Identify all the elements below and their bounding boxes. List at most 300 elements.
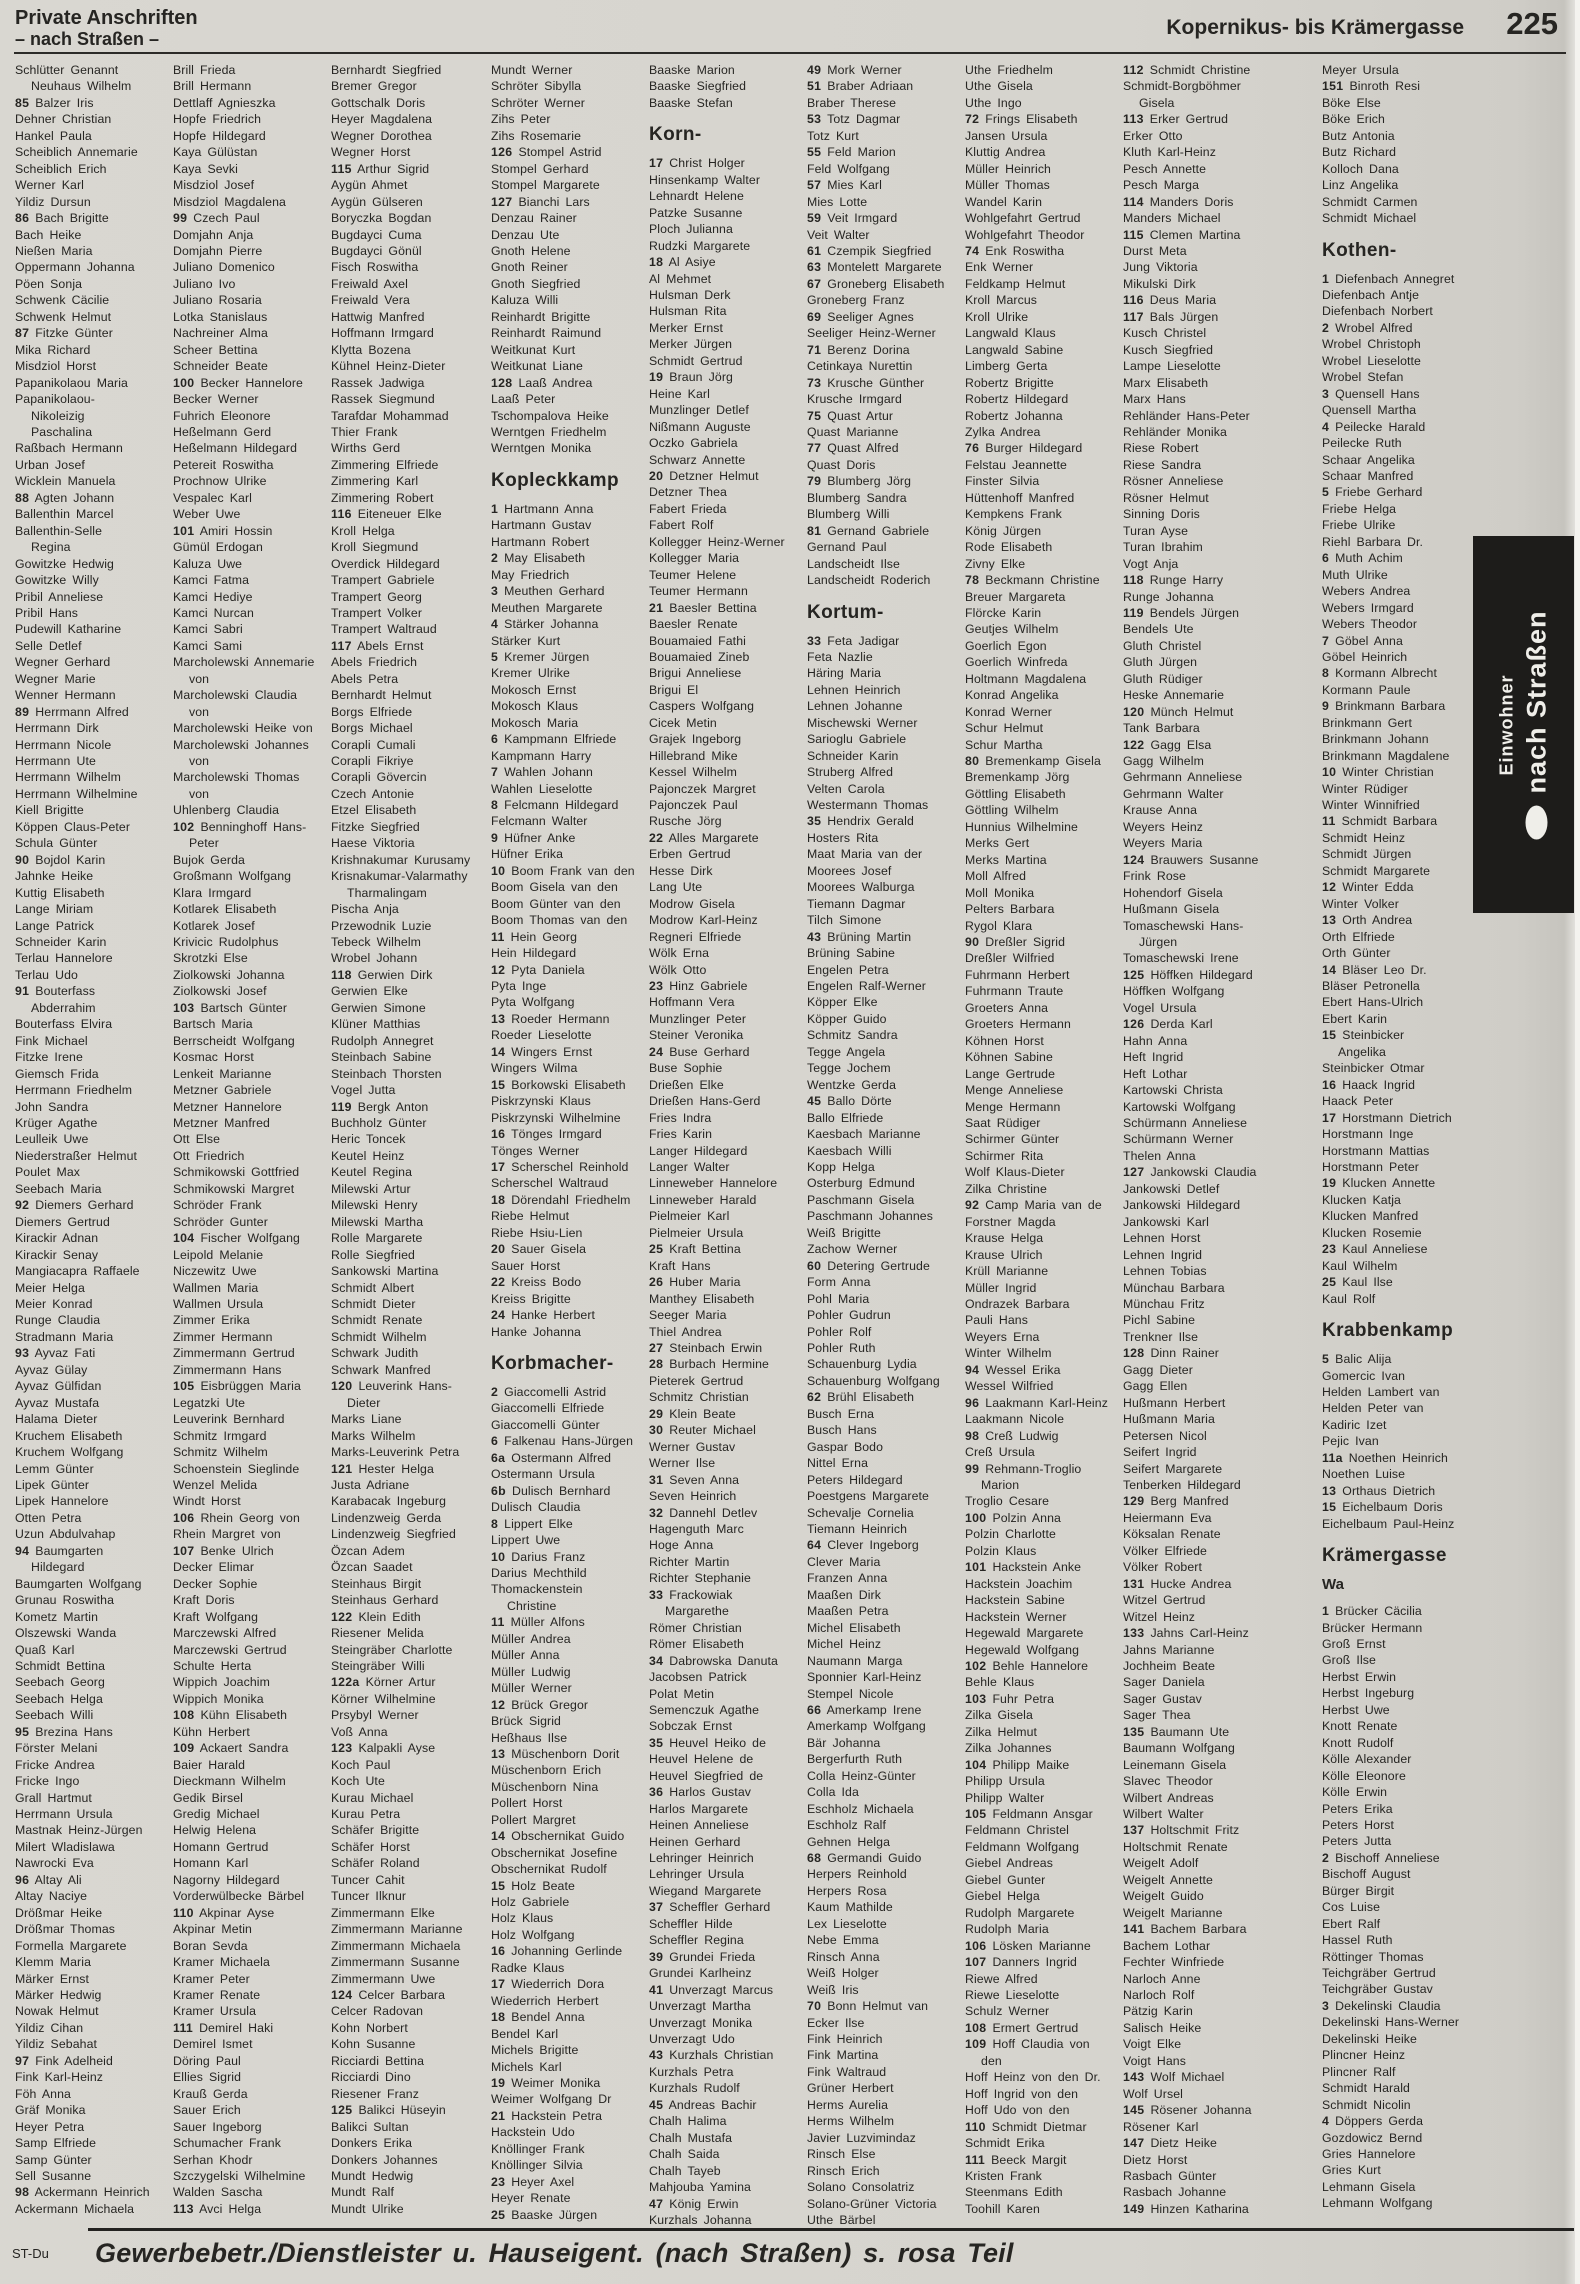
directory-entry: Pyta Inge <box>491 979 547 994</box>
directory-entry: Drießen Hans-Gerd <box>649 1094 761 1109</box>
house-number: 22 <box>649 830 664 845</box>
house-number: 8 <box>491 798 499 813</box>
directory-entry: Nikoleizig <box>31 408 85 423</box>
directory-entry: 121 Hester Helga <box>331 1461 434 1476</box>
directory-entry: Pohler Gudrun <box>807 1308 891 1323</box>
house-number: 16 <box>491 1127 506 1142</box>
house-number: 2 <box>1322 1850 1330 1865</box>
directory-entry: Bläser Petronella <box>1322 979 1420 994</box>
footer-note: Gewerbebetr./Dienstleister u. Hauseigent. (nach Straßen) s. rosa Teil <box>95 2238 1014 2268</box>
directory-entry: Schmidt Harald <box>1322 2081 1410 2096</box>
directory-entry: 117 Bals Jürgen <box>1123 309 1219 324</box>
directory-entry: Schmidt Heinz <box>1322 830 1406 845</box>
directory-entry: Seeliger Heinz-Werner <box>807 326 936 341</box>
directory-entry: 122a Körner Artur <box>331 1675 436 1690</box>
directory-entry: 7 Wahlen Johann <box>491 765 593 780</box>
directory-entry: Teumer Helene <box>649 567 737 582</box>
directory-entry: Kartowski Wolfgang <box>1123 1099 1236 1114</box>
directory-entry: Rusche Jörg <box>649 814 722 829</box>
house-number: 78 <box>965 573 980 588</box>
house-number: 14 <box>491 1829 506 1844</box>
directory-entry: Roeder Lieselotte <box>491 1028 592 1043</box>
directory-entry: Metzner Gabriele <box>173 1083 272 1098</box>
directory-entry: Kessel Wilhelm <box>649 765 737 780</box>
house-number: 10 <box>1322 765 1337 780</box>
directory-entry: Ayvaz Gülay <box>15 1362 88 1377</box>
directory-entry: Baumgarten Wolfgang <box>15 1576 142 1591</box>
directory-entry: Wrobel Stefan <box>1322 370 1404 385</box>
directory-entry: Hußmann Maria <box>1123 1412 1215 1427</box>
directory-entry: Koch Ute <box>331 1774 385 1789</box>
directory-entry: Schauenburg Wolfgang <box>807 1373 940 1388</box>
directory-entry: 126 Derda Karl <box>1123 1017 1213 1032</box>
directory-entry: 120 Münch Helmut <box>1123 704 1234 719</box>
directory-entry: Schwenk Helmut <box>15 309 112 324</box>
directory-entry: Hassel Ruth <box>1322 1933 1393 1948</box>
directory-entry: Reinhardt Brigitte <box>491 309 591 324</box>
directory-entry: Kollegger Maria <box>649 551 740 566</box>
directory-entry: 102 Behle Hannelore <box>965 1658 1089 1673</box>
house-number: 19 <box>491 2076 506 2091</box>
directory-entry: Riewe Lieselotte <box>965 1988 1060 2003</box>
directory-entry: Fitzke Irene <box>15 1050 83 1065</box>
house-number: 109 <box>965 2037 987 2052</box>
directory-entry: Hillebrand Mike <box>649 748 738 763</box>
directory-entry: Hußmann Herbert <box>1123 1395 1226 1410</box>
directory-entry: 103 Fuhr Petra <box>965 1691 1055 1706</box>
directory-entry: Wessel Wilfried <box>965 1379 1054 1394</box>
directory-entry: Menge Hermann <box>965 1099 1061 1114</box>
directory-entry: Uthe Bärbel <box>807 2213 876 2227</box>
directory-entry: Römer Elisabeth <box>649 1637 744 1652</box>
directory-entry: Homann Karl <box>173 1856 249 1871</box>
house-number: 6 <box>491 1434 499 1449</box>
directory-entry: Otten Petra <box>15 1510 82 1525</box>
directory-entry: Toohill Karen <box>965 2201 1040 2216</box>
directory-entry: Polzin Charlotte <box>965 1527 1056 1542</box>
directory-entry: Patzke Susanne <box>649 205 743 220</box>
directory-entry: Föh Anna <box>15 2086 71 2101</box>
directory-entry: 99 Rehmann-Troglio <box>965 1461 1082 1476</box>
directory-entry: 11 Hein Georg <box>491 929 578 944</box>
directory-entry: Jung Viktoria <box>1123 260 1198 275</box>
directory-entry: Horstmann Peter <box>1322 1160 1419 1174</box>
directory-entry: den <box>981 2053 1002 2068</box>
directory-entry: Voigt Elke <box>1123 2037 1182 2052</box>
directory-entry: Wentzke Gerda <box>807 1077 897 1092</box>
directory-entry: Winter Wilhelm <box>965 1346 1052 1361</box>
directory-entry: 33 Feta Jadigar <box>807 633 900 648</box>
directory-entry: Lehnen Ingrid <box>1123 1247 1203 1262</box>
directory-entry: Pesch Annette <box>1123 161 1207 176</box>
directory-entry: Gisela <box>1139 95 1175 110</box>
directory-entry: Konrad Werner <box>965 704 1052 719</box>
directory-entry: 68 Germandi Guido <box>807 1851 922 1866</box>
directory-entry: Sell Susanne <box>15 2169 92 2183</box>
directory-entry: Hagenguth Marc <box>649 1521 744 1536</box>
directory-entry: Diemers Gertrud <box>15 1214 110 1229</box>
directory-entry: Lippert Uwe <box>491 1533 561 1548</box>
directory-entry: Sager Thea <box>1123 1708 1191 1723</box>
directory-entry: Raßbach Hermann <box>15 441 123 456</box>
directory-entry: 102 Benninghoff Hans- <box>173 819 307 834</box>
directory-entry: Heft Ingrid <box>1123 1050 1184 1065</box>
directory-entry: Krivicic Rudolphus <box>173 935 279 950</box>
directory-entry: Blumberg Sandra <box>807 490 907 505</box>
house-number: 90 <box>965 935 980 950</box>
directory-entry: Uhlenberg Claudia <box>173 803 280 818</box>
directory-entry: Michels Karl <box>491 2059 562 2074</box>
directory-entry: Polat Metin <box>649 1686 715 1701</box>
directory-entry: 2 Bischoff Anneliese <box>1322 1850 1440 1865</box>
directory-entry: Krüger Agathe <box>15 1116 98 1130</box>
directory-entry: 35 Heuvel Heiko de <box>649 1735 767 1750</box>
directory-entry: Peter <box>189 836 219 851</box>
directory-entry: Bernhardt Helmut <box>331 688 432 703</box>
directory-entry: Winter Rüdiger <box>1322 781 1408 796</box>
directory-entry: Friebe Ulrike <box>1322 518 1396 533</box>
directory-entry: 67 Groneberg Elisabeth <box>807 276 945 291</box>
directory-entry: 111 Demirel Haki <box>173 2020 274 2035</box>
directory-entry: Franzen Anna <box>807 1571 888 1586</box>
directory-entry: Seebach Maria <box>15 1181 102 1196</box>
directory-entry: Merker Jürgen <box>649 337 733 352</box>
directory-entry: Webers Andrea <box>1322 584 1411 599</box>
directory-entry: Trampert Georg <box>331 589 422 604</box>
directory-entry: Freiwald Vera <box>331 293 410 308</box>
house-number: 3 <box>1322 386 1330 401</box>
directory-entry: Kramer Ursula <box>173 2004 257 2019</box>
directory-entry: Uthe Friedhelm <box>965 63 1053 77</box>
directory-entry: Weigelt Adolf <box>1123 1856 1199 1871</box>
directory-entry: Zachow Werner <box>807 1242 898 1257</box>
directory-column <box>807 62 965 2228</box>
directory-entry: 15 Borkowski Elisabeth <box>491 1077 626 1092</box>
directory-entry: Römer Christian <box>649 1620 742 1635</box>
directory-entry: 15 Steinbicker <box>1322 1028 1405 1043</box>
directory-entry: Al Mehmet <box>649 271 712 286</box>
directory-entry: Pollert Margret <box>491 1812 576 1827</box>
directory-entry: Hackstein Werner <box>965 1609 1067 1624</box>
directory-entry: Großmann Wolfgang <box>173 869 292 884</box>
directory-entry: Friebe Helga <box>1322 501 1397 516</box>
directory-entry: Märker Ernst <box>15 1971 90 1986</box>
directory-entry: Trampert Gabriele <box>331 573 435 588</box>
directory-entry: Landscheidt Roderich <box>807 573 931 588</box>
directory-entry: Borgs Michael <box>331 721 413 736</box>
directory-entry: Horstmann Inge <box>1322 1127 1414 1142</box>
directory-entry: Jansen Ursula <box>965 128 1048 143</box>
directory-entry: 27 Steinbach Erwin <box>649 1340 763 1355</box>
directory-entry: Rasbach Günter <box>1123 2169 1217 2183</box>
directory-entry: Michel Elisabeth <box>807 1620 901 1635</box>
directory-entry: 49 Mork Werner <box>807 63 902 77</box>
directory-entry: Groeters Hermann <box>965 1017 1071 1032</box>
directory-entry: Baumann Wolfgang <box>1123 1741 1235 1756</box>
directory-entry: Braber Therese <box>807 95 897 110</box>
directory-entry: Wolf Ursel <box>1123 2086 1183 2101</box>
directory-entry: Riesener Franz <box>331 2086 419 2101</box>
directory-entry: Heft Lothar <box>1123 1066 1188 1081</box>
directory-entry: Wrobel Christoph <box>1322 337 1421 352</box>
directory-entry: Kusch Siegfried <box>1123 342 1214 357</box>
house-number: 25 <box>1322 1275 1337 1290</box>
directory-entry: Vogel Ursula <box>1123 1000 1197 1015</box>
footer-rule <box>88 2228 1574 2231</box>
directory-entry: Hegewald Margarete <box>965 1626 1084 1641</box>
directory-entry: 63 Montelett Margarete <box>807 260 942 275</box>
directory-entry: Groeters Anna <box>965 1000 1049 1015</box>
directory-entry: Krusche Irmgard <box>807 392 902 407</box>
house-number: 103 <box>173 1000 195 1015</box>
directory-entry: Nießen Maria <box>15 243 93 258</box>
directory-entry: Schur Martha <box>965 737 1043 752</box>
directory-entry: Kurau Petra <box>331 1807 401 1822</box>
house-number: 13 <box>491 1011 506 1026</box>
directory-entry: Wegner Dorothea <box>331 128 432 143</box>
directory-entry: Kamci Sami <box>173 638 243 653</box>
directory-entry: Tank Barbara <box>1123 721 1200 736</box>
directory-entry: 19 Braun Jörg <box>649 370 733 385</box>
directory-entry: Munzlinger Detlef <box>649 403 749 418</box>
directory-entry: Heßhaus Ilse <box>491 1730 568 1745</box>
directory-entry: 2 May Elisabeth <box>491 551 586 566</box>
directory-entry: Amerkamp Wolfgang <box>807 1719 926 1734</box>
directory-entry: Feldkamp Helmut <box>965 276 1066 291</box>
directory-entry: Schmidt Michael <box>1322 211 1417 226</box>
directory-entry: Pajonczek Margret <box>649 781 756 796</box>
directory-entry: Höffken Wolfgang <box>1123 984 1225 999</box>
directory-entry: Scheiblich Erich <box>15 161 107 176</box>
house-number: 4 <box>491 617 499 632</box>
directory-entry: Marks Wilhelm <box>331 1428 416 1443</box>
directory-entry: Homann Gertrud <box>173 1839 269 1854</box>
house-number: 90 <box>15 852 30 867</box>
directory-entry: Ostermann Ursula <box>491 1467 595 1482</box>
directory-entry: Buchholz Günter <box>331 1116 427 1130</box>
directory-entry: Röttinger Thomas <box>1322 1949 1424 1964</box>
directory-entry: Kempkens Frank <box>965 507 1062 522</box>
directory-entry: Robertz Johanna <box>965 408 1063 423</box>
house-number: 117 <box>1123 309 1144 324</box>
directory-entry: Heine Karl <box>649 386 710 401</box>
directory-entry: Ricciardi Bettina <box>331 2053 425 2068</box>
directory-entry: Schmitz Sandra <box>807 1028 898 1043</box>
directory-entry: Heiermann Eva <box>1123 1510 1212 1525</box>
directory-entry: Diefenbach Antje <box>1322 287 1420 302</box>
directory-entry: Wrobel Johann <box>331 951 418 966</box>
house-number: 53 <box>807 112 822 127</box>
directory-entry: Horstmann Mattias <box>1322 1143 1430 1158</box>
directory-entry: Pribil Hans <box>15 605 79 620</box>
house-number: 89 <box>15 704 30 719</box>
directory-entry: Förster Melani <box>15 1741 98 1756</box>
directory-entry: Werntgen Monika <box>491 441 592 456</box>
house-number: 129 <box>1123 1494 1145 1509</box>
directory-entry: Kluttig Andrea <box>965 145 1046 160</box>
directory-entry: Wegner Gerhard <box>15 655 111 670</box>
directory-entry: Turan Ibrahim <box>1123 540 1203 555</box>
directory-entry: Tenberken Hildegard <box>1123 1477 1241 1492</box>
directory-entry: Hosters Rita <box>807 830 879 845</box>
directory-entry: Wenzel Melida <box>173 1477 258 1492</box>
directory-entry: 113 Erker Gertrud <box>1123 112 1229 127</box>
directory-entry: Bernhardt Siegfried <box>331 63 442 77</box>
directory-entry: Ebert Karin <box>1322 1011 1388 1026</box>
directory-entry: Seebach Helga <box>15 1691 103 1706</box>
directory-entry: Schmikowski Gottfried <box>173 1165 300 1180</box>
directory-entry: Chalh Halima <box>649 2114 727 2129</box>
directory-entry: Ballenthin Marcel <box>15 507 114 522</box>
directory-entry: Jankowski Detlef <box>1123 1181 1220 1196</box>
directory-entry: Ott Else <box>173 1132 221 1147</box>
directory-entry: Steenmans Edith <box>965 2185 1063 2200</box>
directory-entry: Kroll Siegmund <box>331 540 419 555</box>
directory-entry: Milewski Artur <box>331 1181 411 1196</box>
house-number: 110 <box>173 1905 194 1920</box>
directory-entry: Sager Daniela <box>1123 1675 1205 1690</box>
directory-entry: Mokosch Maria <box>491 715 579 730</box>
directory-entry: Dekelinski Heike <box>1322 2031 1417 2046</box>
directory-entry: 18 Bendel Anna <box>491 2010 585 2025</box>
directory-entry: Kremer Ulrike <box>491 666 570 681</box>
directory-entry: 25 Baaske Jürgen <box>491 2207 598 2222</box>
house-number: 96 <box>15 1872 30 1887</box>
directory-entry: Peters Horst <box>1322 1817 1395 1832</box>
page-edge <box>1575 0 1580 2284</box>
directory-entry: 115 Clemen Martina <box>1123 227 1241 242</box>
directory-entry: Webers Theodor <box>1322 617 1418 632</box>
directory-entry: Weber Uwe <box>173 507 241 522</box>
directory-entry: 104 Fischer Wolfgang <box>173 1231 300 1246</box>
directory-entry: Frink Rose <box>1123 869 1186 884</box>
directory-entry: 43 Brüning Martin <box>807 929 912 944</box>
house-number: 75 <box>807 408 822 423</box>
directory-entry: Zylka Andrea <box>965 424 1041 439</box>
house-number: 127 <box>1123 1165 1145 1180</box>
directory-entry: Kölle Eleonore <box>1322 1768 1406 1783</box>
directory-entry: 96 Altay Ali <box>15 1872 82 1887</box>
directory-entry: Feldmann Christel <box>965 1823 1069 1838</box>
directory-entry: Semenczuk Agathe <box>649 1702 760 1717</box>
directory-entry: Ballenthin-Selle <box>15 523 103 538</box>
directory-entry: Obschernikat Josefine <box>491 1845 618 1860</box>
house-number: 115 <box>331 161 352 176</box>
house-number: 15 <box>491 1077 506 1092</box>
directory-entry: Lehringer Ursula <box>649 1867 745 1882</box>
directory-entry: Heyer Renate <box>491 2191 571 2206</box>
directory-entry: Milewski Henry <box>331 1198 418 1213</box>
house-number: 25 <box>649 1242 664 1257</box>
directory-entry: Feta Nazlie <box>807 649 873 664</box>
directory-entry: 20 Detzner Helmut <box>649 468 759 483</box>
directory-entry: Pudewill Katharine <box>15 622 122 637</box>
house-number: 106 <box>965 1938 987 1953</box>
directory-entry: Hoge Anna <box>649 1538 714 1553</box>
directory-entry: Rolle Siegfried <box>331 1247 415 1262</box>
directory-entry: Lipek Günter <box>15 1477 90 1492</box>
directory-entry: Steingräber Charlotte <box>331 1642 453 1657</box>
directory-entry: Tilch Simone <box>807 913 882 928</box>
directory-entry: Juliano Ivo <box>173 276 236 291</box>
directory-entry: 17 Wiederrich Dora <box>491 1977 605 1992</box>
directory-entry: Flörcke Karin <box>965 605 1042 620</box>
house-number: 125 <box>331 2103 353 2118</box>
directory-entry: Völker Elfriede <box>1123 1543 1207 1558</box>
page-number: 225 <box>1506 6 1558 41</box>
directory-entry: Form Anna <box>807 1275 871 1290</box>
directory-entry: Marcholewski Thomas <box>173 770 300 785</box>
directory-entry: Kristen Frank <box>965 2169 1042 2183</box>
directory-entry: Christine <box>507 1598 557 1613</box>
directory-entry: 41 Unverzagt Marcus <box>649 1982 774 1997</box>
directory-entry: Moll Monika <box>965 885 1035 900</box>
directory-entry: 11a Noethen Heinrich <box>1322 1450 1448 1465</box>
directory-entry: Detzner Thea <box>649 485 727 500</box>
house-number: 26 <box>649 1275 664 1290</box>
directory-entry: Piskrzynski Klaus <box>491 1094 591 1109</box>
directory-entry: Denzau Rainer <box>491 211 577 226</box>
directory-entry: 51 Braber Adriaan <box>807 79 914 94</box>
directory-entry: Feld Wolfgang <box>807 161 890 176</box>
directory-entry: Rygol Klara <box>965 918 1033 933</box>
directory-entry: Hankel Paula <box>15 128 92 143</box>
house-number: 36 <box>649 1785 664 1800</box>
directory-entry: Marcholewski Heike von <box>173 721 313 736</box>
directory-entry: Wirths Gerd <box>331 441 401 456</box>
directory-entry: Pohler Ruth <box>807 1340 876 1355</box>
directory-entry: Giaccomelli Elfriede <box>491 1401 605 1416</box>
directory-entry: Fink Waltraud <box>807 2064 887 2079</box>
house-number: 120 <box>331 1379 353 1394</box>
directory-entry: Pohl Maria <box>807 1291 870 1306</box>
directory-entry: Szczygelski Wilhelmine <box>173 2169 306 2183</box>
directory-entry: Boom Gisela van den <box>491 880 618 895</box>
directory-entry: Celcer Radovan <box>331 2004 424 2019</box>
directory-entry: Kaul Wilhelm <box>1322 1258 1398 1273</box>
directory-entry: Leuverink Bernhard <box>173 1412 285 1427</box>
directory-entry: Bendel Karl <box>491 2026 559 2041</box>
directory-entry: Etzel Elisabeth <box>331 803 417 818</box>
directory-entry: Gluth Rüdiger <box>1123 671 1203 686</box>
house-number: 102 <box>173 819 195 834</box>
house-number: 6 <box>491 732 499 747</box>
directory-entry: Jahnke Heike <box>15 869 94 884</box>
directory-entry: Narloch Anne <box>1123 1971 1201 1986</box>
directory-entry: Ziolkowski Josef <box>173 984 267 999</box>
directory-column <box>649 62 807 2228</box>
directory-columns <box>0 62 1580 2227</box>
house-number: 151 <box>1322 79 1344 94</box>
directory-entry: Bürger Birgit <box>1322 1883 1395 1898</box>
directory-entry: Groneberg Franz <box>807 293 905 308</box>
directory-entry: 94 Wessel Erika <box>965 1362 1061 1377</box>
directory-entry: Przewodnik Luzie <box>331 918 432 933</box>
directory-entry: Herrmann Friedhelm <box>15 1083 133 1098</box>
directory-entry: 69 Seeliger Agnes <box>807 309 914 324</box>
directory-entry: Gehnen Helga <box>807 1834 891 1849</box>
directory-entry: Urban Josef <box>15 457 85 472</box>
directory-entry: Westermann Thomas <box>807 798 929 813</box>
directory-entry: Rösner Helmut <box>1123 490 1209 505</box>
directory-entry: 6a Ostermann Alfred <box>491 1450 612 1465</box>
directory-entry: Fink Karl-Heinz <box>15 2070 104 2085</box>
directory-entry: Busch Hans <box>807 1423 877 1438</box>
directory-entry: Schmidt Erika <box>965 2136 1045 2151</box>
directory-entry: Schula Günter <box>15 836 98 851</box>
directory-entry: Jochheim Beate <box>1123 1658 1216 1673</box>
directory-entry: Brill Hermann <box>173 79 252 94</box>
